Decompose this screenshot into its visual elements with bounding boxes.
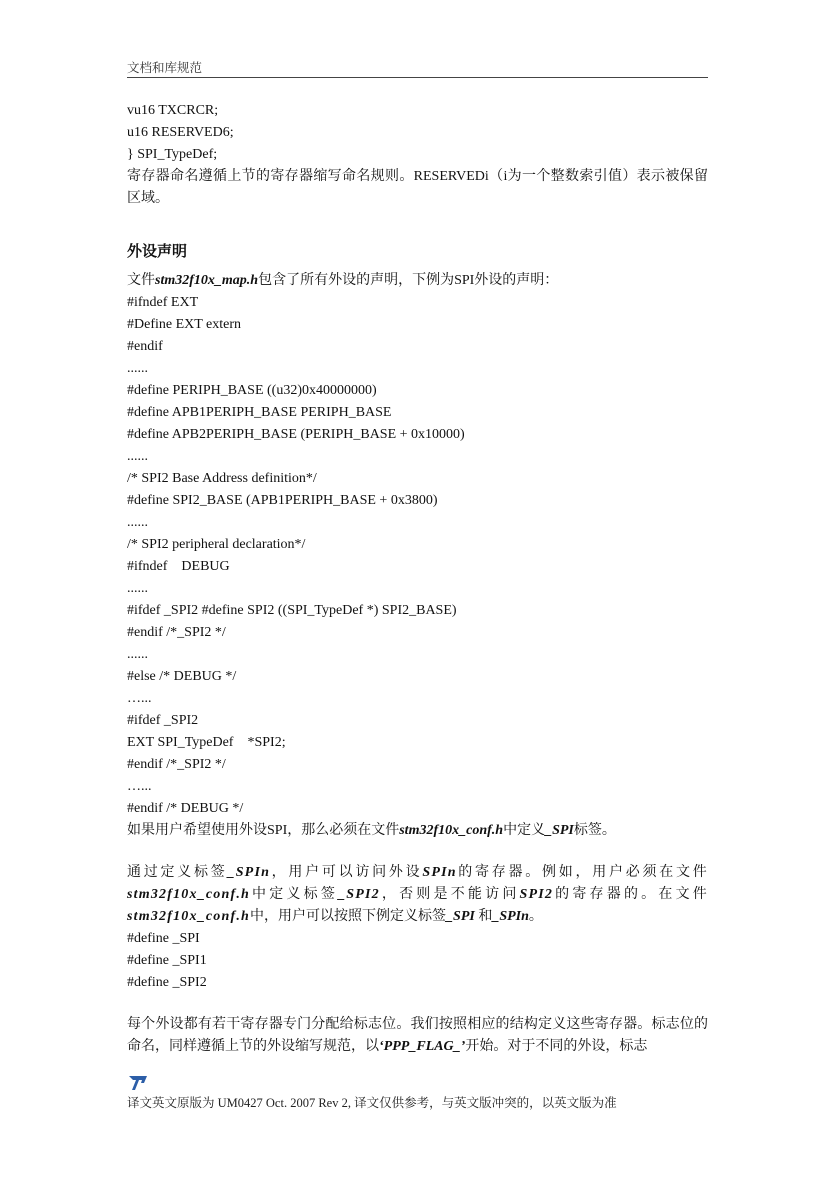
code-line: #define PERIPH_BASE ((u32)0x40000000)	[127, 383, 377, 398]
spi2-tag: _SPI2	[338, 887, 380, 902]
use-spi-paragraph	[127, 820, 708, 842]
conf-filename: stm32f10x_conf.h	[127, 887, 251, 902]
flags-paragraph	[127, 1014, 708, 1058]
spacer	[127, 842, 708, 862]
code-block-peripheral-declaration	[127, 292, 708, 820]
code-line: #define APB1PERIPH_BASE PERIPH_BASE	[127, 405, 392, 420]
code-line: #ifdef _SPI2 #define SPI2 ((SPI_TypeDef *) SPI2_BASE)	[127, 603, 457, 618]
spi2-name: SPI2	[519, 887, 554, 902]
spin-tag: _SPIn	[492, 909, 529, 924]
text-run: 的寄存器的。在文件	[553, 887, 708, 902]
page-body	[127, 100, 708, 1058]
code-line: #endif /* DEBUG */	[127, 801, 244, 816]
register-naming-paragraph: 寄存器命名遵循上节的寄存器缩写命名规则。RESERVEDi（i为一个整数索引值）表示被保留区域。	[127, 169, 708, 206]
text-run: 开始。对于不同的外设，标志	[465, 1039, 648, 1054]
flag-prefix: ‘PPP_FLAG_’	[379, 1039, 466, 1054]
spi-tag: _SPI	[545, 823, 574, 838]
code-line: vu16 TXCRCR;	[127, 103, 219, 118]
spi-tag: _SPI	[446, 909, 475, 924]
text-run: 的寄存器。例如，用户必须在文件	[456, 865, 708, 880]
code-block-define-tags	[127, 928, 708, 994]
code-line: /* SPI2 Base Address definition*/	[127, 471, 317, 486]
st-logo-icon	[127, 1074, 149, 1092]
footer-disclaimer: 译文英文原版为 UM0427 Oct. 2007 Rev 2, 译文仅供参考，与英文版冲突的，以英文版为准	[127, 1096, 617, 1110]
code-line: ......	[127, 515, 148, 530]
spacer	[127, 994, 708, 1014]
text-run: 中定义	[503, 823, 546, 838]
code-line: EXT SPI_TypeDef *SPI2;	[127, 735, 286, 750]
text-run: 中定义标签	[250, 887, 339, 902]
code-line: /* SPI2 peripheral declaration*/	[127, 537, 306, 552]
code-line: ......	[127, 449, 148, 464]
spin-tag: _SPIn	[227, 865, 271, 880]
text-run: 中，用户可以按照下例定义标签	[250, 909, 447, 924]
code-line: } SPI_TypeDef;	[127, 147, 218, 162]
code-line: #endif /*_SPI2 */	[127, 757, 226, 772]
code-line: #define _SPI2	[127, 975, 207, 990]
code-line: #define SPI2_BASE (APB1PERIPH_BASE + 0x3800)	[127, 493, 438, 508]
code-line: #else /* DEBUG */	[127, 669, 237, 684]
code-line: #ifdef _SPI2	[127, 713, 199, 728]
intro-paragraph	[127, 270, 708, 292]
intro-prefix: 文件	[127, 273, 155, 288]
code-line: …...	[127, 779, 152, 794]
code-block-struct-end	[127, 100, 708, 166]
header-divider	[127, 77, 708, 78]
code-line: #ifndef EXT	[127, 295, 199, 310]
text-run: 通过定义标签	[127, 865, 228, 880]
code-line: #define _SPI1	[127, 953, 207, 968]
code-line: ......	[127, 647, 148, 662]
code-line: #endif /*_SPI2 */	[127, 625, 226, 640]
page-header-title: 文档和库规范	[127, 60, 203, 75]
text-run: ，否则是不能访问	[379, 887, 520, 902]
code-line: ......	[127, 361, 148, 376]
intro-filename: stm32f10x_map.h	[155, 273, 259, 288]
text-run: 。	[528, 909, 543, 924]
text-run: 每个外设都有若干寄存器专门分配给标志位。我们按照相应的结构定义这些寄存器。标志位的命名，同样遵循上节的外设缩写规范，以	[127, 1017, 708, 1054]
spin-name: SPIn	[422, 865, 457, 880]
code-line: u16 RESERVED6;	[127, 125, 234, 140]
code-line: #ifndef DEBUG	[127, 559, 230, 574]
code-line: #define APB2PERIPH_BASE (PERIPH_BASE + 0x10000)	[127, 427, 465, 442]
text-run: 标签。	[573, 823, 616, 838]
text-run: 如果用户希望使用外设SPI，那么必须在文件	[127, 823, 400, 838]
code-line: #endif	[127, 339, 163, 354]
code-line: #Define EXT extern	[127, 317, 242, 332]
text-run: ，用户可以访问外设	[270, 865, 423, 880]
code-line: …...	[127, 691, 152, 706]
conf-filename: stm32f10x_conf.h	[399, 823, 504, 838]
code-line: #define _SPI	[127, 931, 200, 946]
conf-filename: stm32f10x_conf.h	[127, 909, 251, 924]
code-line: ......	[127, 581, 148, 596]
define-tags-paragraph	[127, 862, 708, 928]
section-heading: 外设声明	[127, 242, 188, 260]
text-run: 和	[474, 909, 493, 924]
intro-suffix: 包含了所有外设的声明，下例为SPI外设的声明：	[258, 273, 559, 288]
